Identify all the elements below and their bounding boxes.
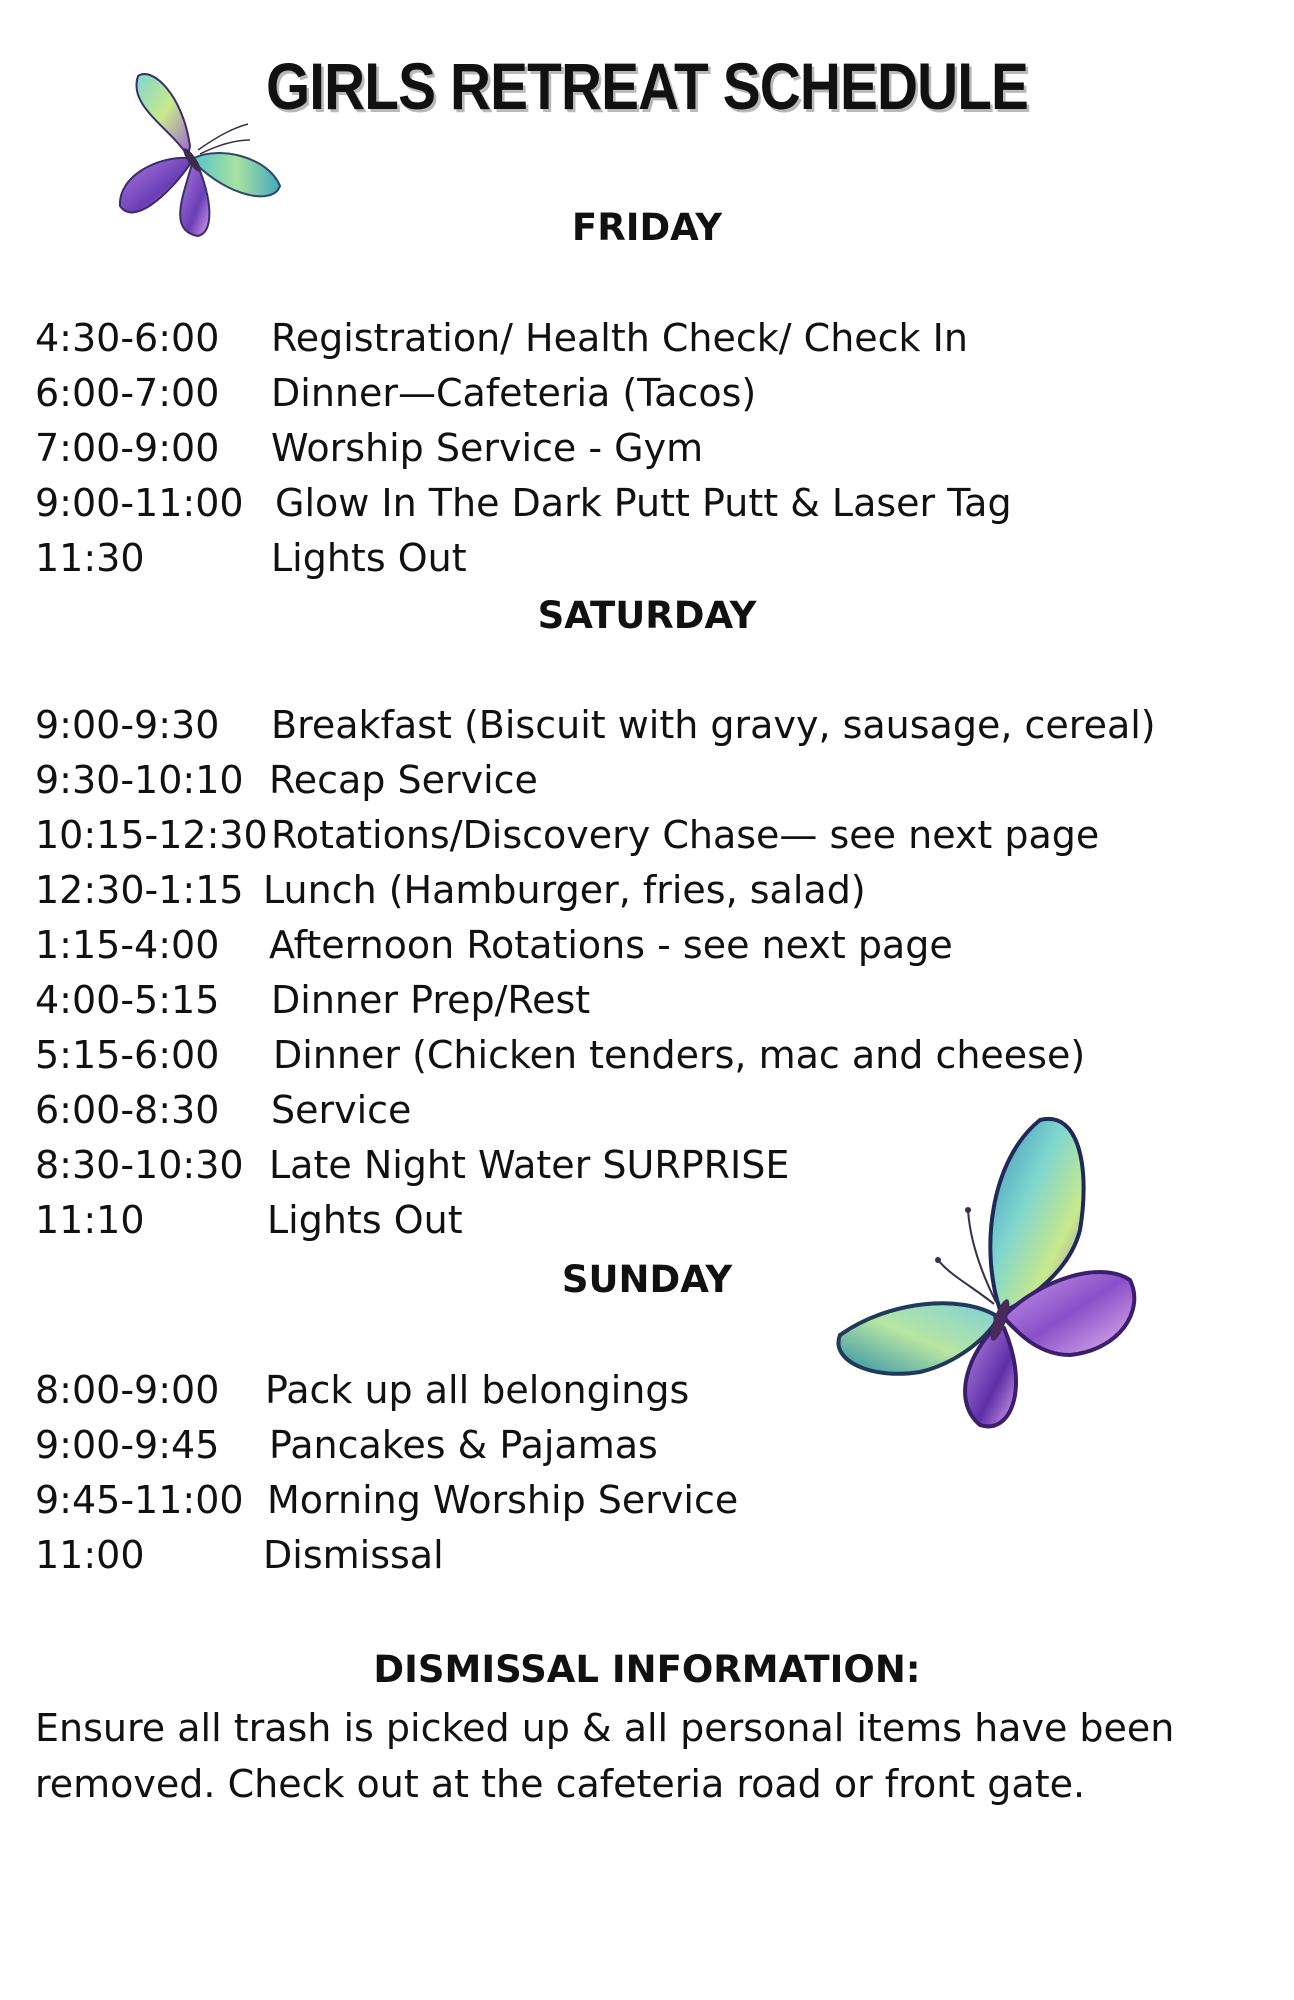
schedule-row — [35, 478, 1012, 528]
row-event: Registration/ Health Check/ Check In — [271, 316, 968, 360]
schedule-row — [35, 1085, 412, 1135]
schedule-row — [35, 1365, 690, 1415]
schedule-row — [35, 865, 866, 915]
row-time: 9:45-11:00 — [35, 1478, 244, 1522]
row-time: 9:00-9:45 — [35, 1423, 220, 1467]
day-heading-friday: FRIDAY — [571, 206, 723, 249]
schedule-row — [35, 975, 591, 1025]
row-time: 10:15-12:30 — [35, 813, 268, 857]
schedule-row — [35, 1195, 463, 1245]
row-event: Late Night Water SURPRISE — [269, 1143, 790, 1187]
row-event: Pancakes & Pajamas — [269, 1423, 658, 1467]
dismissal-heading: DISMISSAL INFORMATION: — [373, 1648, 921, 1691]
row-event: Pack up all belongings — [265, 1368, 690, 1412]
row-time: 11:30 — [35, 536, 145, 580]
schedule-row — [35, 423, 704, 473]
schedule-row — [35, 920, 953, 970]
row-time: 11:10 — [35, 1198, 145, 1242]
schedule-row — [35, 1030, 1086, 1080]
row-time: 1:15-4:00 — [35, 923, 220, 967]
page-title: GIRLS RETREAT SCHEDULE — [265, 49, 1029, 123]
row-event: Lights Out — [267, 1198, 463, 1242]
schedule-row — [35, 533, 467, 583]
row-time: 4:00-5:15 — [35, 978, 220, 1022]
schedule-row — [35, 810, 1100, 860]
row-event: Rotations/Discovery Chase— see next page — [271, 813, 1100, 857]
row-event: Glow In The Dark Putt Putt & Laser Tag — [275, 481, 1012, 525]
row-time: 6:00-7:00 — [35, 371, 220, 415]
schedule-row — [35, 368, 757, 418]
row-time: 9:30-10:10 — [35, 758, 244, 802]
day-heading-saturday: SATURDAY — [537, 594, 757, 637]
schedule-row — [35, 1420, 658, 1470]
row-time: 6:00-8:30 — [35, 1088, 220, 1132]
schedule-row — [35, 1475, 739, 1525]
dismissal-text: Ensure all trash is picked up & all personal items have been removed. Check out at the cafeteria road or front gate. — [35, 1706, 1175, 1806]
row-event: Recap Service — [269, 758, 538, 802]
row-event: Lights Out — [271, 536, 467, 580]
schedule-row — [35, 700, 1156, 750]
schedule-row — [35, 1140, 790, 1190]
row-event: Afternoon Rotations - see next page — [269, 923, 953, 967]
row-event: Dinner—Cafeteria (Tacos) — [271, 371, 757, 415]
row-event: Morning Worship Service — [267, 1478, 739, 1522]
row-time: 7:00-9:00 — [35, 426, 220, 470]
schedule-row — [35, 313, 968, 363]
row-event: Breakfast (Biscuit with gravy, sausage, cereal) — [271, 703, 1156, 747]
row-event: Dinner (Chicken tenders, mac and cheese) — [273, 1033, 1086, 1077]
row-time: 8:30-10:30 — [35, 1143, 244, 1187]
row-event: Worship Service - Gym — [271, 426, 704, 470]
row-time: 5:15-6:00 — [35, 1033, 220, 1077]
row-event: Lunch (Hamburger, fries, salad) — [263, 868, 866, 912]
row-time: 11:00 — [35, 1533, 145, 1577]
day-heading-sunday: SUNDAY — [561, 1258, 733, 1301]
schedule-row — [35, 755, 538, 805]
row-time: 9:00-11:00 — [35, 481, 244, 525]
row-event: Dismissal — [263, 1533, 444, 1577]
row-event: Dinner Prep/Rest — [271, 978, 591, 1022]
row-time: 9:00-9:30 — [35, 703, 220, 747]
schedule-row — [35, 1530, 444, 1580]
row-time: 12:30-1:15 — [35, 868, 244, 912]
row-event: Service — [271, 1088, 412, 1132]
row-time: 4:30-6:00 — [35, 316, 220, 360]
row-time: 8:00-9:00 — [35, 1368, 220, 1412]
